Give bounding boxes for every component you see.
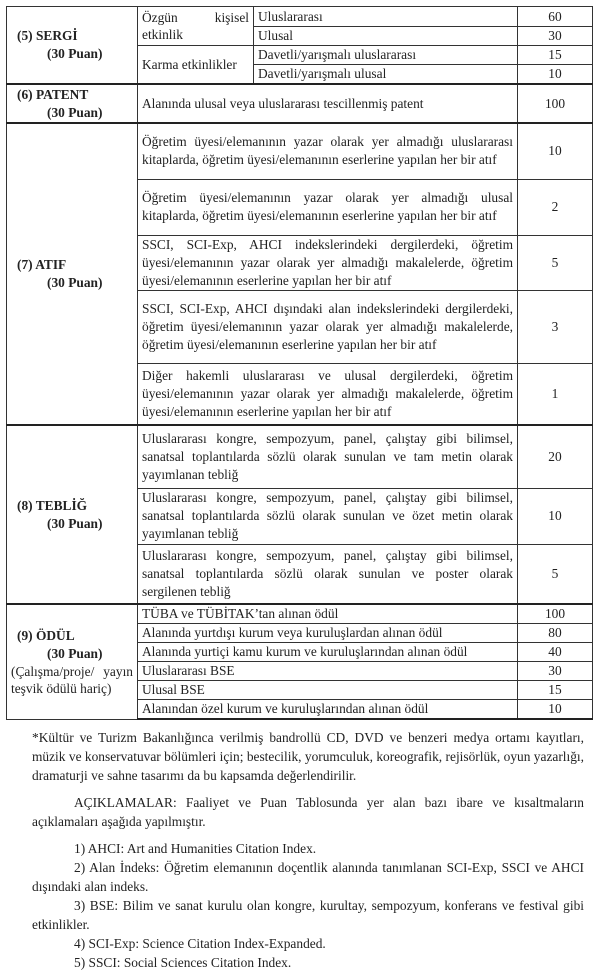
explanation-item: 2) Alan İndeks: Öğretim elemanının doçentlik alanında tanımlanan SCI-Exp, SSCI ve AHCI dışındaki alan indeks.	[32, 860, 584, 894]
row-description: Alanında yurtdışı kurum veya kuruluşlardan alınan ödül	[138, 624, 518, 643]
row-value: 30	[518, 662, 593, 681]
category-points: (30 Puan)	[47, 275, 103, 290]
row-description: Davetli/yarışmalı ulusal	[254, 65, 518, 85]
row-description: TÜBA ve TÜBİTAK’tan alınan ödül	[138, 604, 518, 624]
row-description: Ulusal BSE	[138, 681, 518, 700]
explanation-item: 4) SCI-Exp: Science Citation Index-Expanded.	[74, 936, 326, 951]
row-value: 10	[518, 123, 593, 179]
activity-points-table	[6, 6, 593, 720]
row-value: 100	[518, 84, 593, 123]
category-points: (30 Puan)	[47, 645, 103, 661]
row-value: 3	[518, 290, 593, 363]
explanation-item: 5) SSCI: Social Sciences Citation Index.	[74, 955, 292, 970]
category-title: (5) SERGİ	[17, 28, 78, 43]
category-note: (Çalışma/proje/ yayın teşvik ödülü hariç)	[11, 663, 133, 696]
row-description: Uluslararası kongre, sempozyum, panel, çalıştay gibi bilimsel, sanatsal toplantılarda sözlü olarak sunulan ve poster olarak sergilenen tebliğ	[138, 544, 518, 604]
explanations-intro: AÇIKLAMALAR: Faaliyet ve Puan Tablosunda yer alan bazı ibare ve kısaltmaların açıklamaları aşağıda yapılmıştır.	[32, 795, 584, 829]
row-value: 1	[518, 363, 593, 425]
category-cell-sergi	[7, 7, 138, 85]
table-row	[7, 7, 593, 27]
table-row	[7, 84, 593, 123]
row-value: 40	[518, 643, 593, 662]
table-row	[7, 425, 593, 488]
row-description: Uluslararası kongre, sempozyum, panel, çalıştay gibi bilimsel, sanatsal toplantılarda sözlü olarak sunulan ve tam metin olarak yayımlanan tebliğ	[138, 425, 518, 488]
table-row	[7, 604, 593, 624]
category-points: (30 Puan)	[47, 515, 103, 531]
row-description: Alanında yurtiçi kamu kurum ve kuruluşlarından alınan ödül	[138, 643, 518, 662]
row-description: Davetli/yarışmalı uluslararası	[254, 46, 518, 65]
row-value: 10	[518, 65, 593, 85]
row-description: Alanında ulusal veya uluslararası tescillenmiş patent	[138, 84, 518, 123]
row-value: 100	[518, 604, 593, 624]
row-description: SSCI, SCI-Exp, AHCI dışındaki alan indekslerindeki dergilerdeki, öğretim üyesi/elemanının yazar olarak yer almadığı makalelerde, öğretim üyesi/elemanının eserlerine yapılan her bir atıf	[138, 290, 518, 363]
row-value: 60	[518, 7, 593, 27]
row-value: 15	[518, 681, 593, 700]
row-value: 2	[518, 179, 593, 235]
row-value: 10	[518, 488, 593, 544]
category-title: (9) ÖDÜL	[17, 627, 75, 643]
notes-section	[32, 728, 584, 972]
explanation-item: 3) BSE: Bilim ve sanat kurulu olan kongre, kurultay, sempozyum, konferans ve festival gibi etkinlikler.	[32, 898, 584, 932]
row-description: Uluslararası	[254, 7, 518, 27]
row-description: Alanından özel kurum ve kuruluşlarından alınan ödül	[138, 700, 518, 720]
category-cell-patent	[7, 84, 138, 123]
row-value: 5	[518, 544, 593, 604]
row-value: 15	[518, 46, 593, 65]
category-title: (8) TEBLİĞ	[17, 497, 88, 513]
row-value: 30	[518, 27, 593, 46]
row-description: SSCI, SCI-Exp, AHCI indekslerindeki dergilerdeki, öğretim üyesi/elemanının yazar olarak yer almadığı makalelerde, öğretim üyesi/elemanının eserlerine yapılan her bir atıf	[138, 235, 518, 290]
row-description: Diğer hakemli uluslararası ve ulusal dergilerdeki, öğretim üyesi/elemanının yazar olarak yer almadığı makalelerde, öğretim üyesi/elemanının eserlerine yapılan her bir atıf	[138, 363, 518, 425]
category-cell-atif	[7, 123, 138, 425]
table-row	[7, 123, 593, 179]
group-label: Karma etkinlikler	[138, 46, 254, 85]
row-description: Öğretim üyesi/elemanının yazar olarak yer almadığı ulusal kitaplarda, öğretim üyesi/elemanının eserlerine yapılan her bir atıf	[138, 179, 518, 235]
row-description: Uluslararası kongre, sempozyum, panel, çalıştay gibi bilimsel, sanatsal toplantılarda sözlü olarak sunulan ve özet metin olarak yayımlanan tebliğ	[138, 488, 518, 544]
row-value: 20	[518, 425, 593, 488]
category-points: (30 Puan)	[47, 104, 103, 120]
row-description: Ulusal	[254, 27, 518, 46]
category-cell-teblig	[7, 425, 138, 604]
category-points: (30 Puan)	[47, 46, 103, 61]
row-description: Uluslararası BSE	[138, 662, 518, 681]
row-value: 5	[518, 235, 593, 290]
row-description: Öğretim üyesi/elemanının yazar olarak yer almadığı uluslararası kitaplarda, öğretim üyesi/elemanının eserlerine yapılan her bir atıf	[138, 123, 518, 179]
category-cell-odul	[7, 604, 138, 719]
category-title: (6) PATENT	[17, 86, 89, 102]
group-label: Özgün kişisel etkinlik	[138, 7, 254, 46]
row-value: 80	[518, 624, 593, 643]
category-title: (7) ATIF	[17, 257, 67, 272]
row-value: 10	[518, 700, 593, 720]
footnote: *Kültür ve Turizm Bakanlığınca verilmiş bandrollü CD, DVD ve benzeri medya ortamı kayıtları, müzik ve konservatuvar bölümleri için; bestecilik, yorumculuk, koreografik, rejisörlük, oyun yazarlığı, dramaturji ve sahne tasarımı da bu kapsamda değerlendirilir.	[32, 730, 584, 783]
explanation-item: 1) AHCI: Art and Humanities Citation Index.	[74, 841, 317, 856]
